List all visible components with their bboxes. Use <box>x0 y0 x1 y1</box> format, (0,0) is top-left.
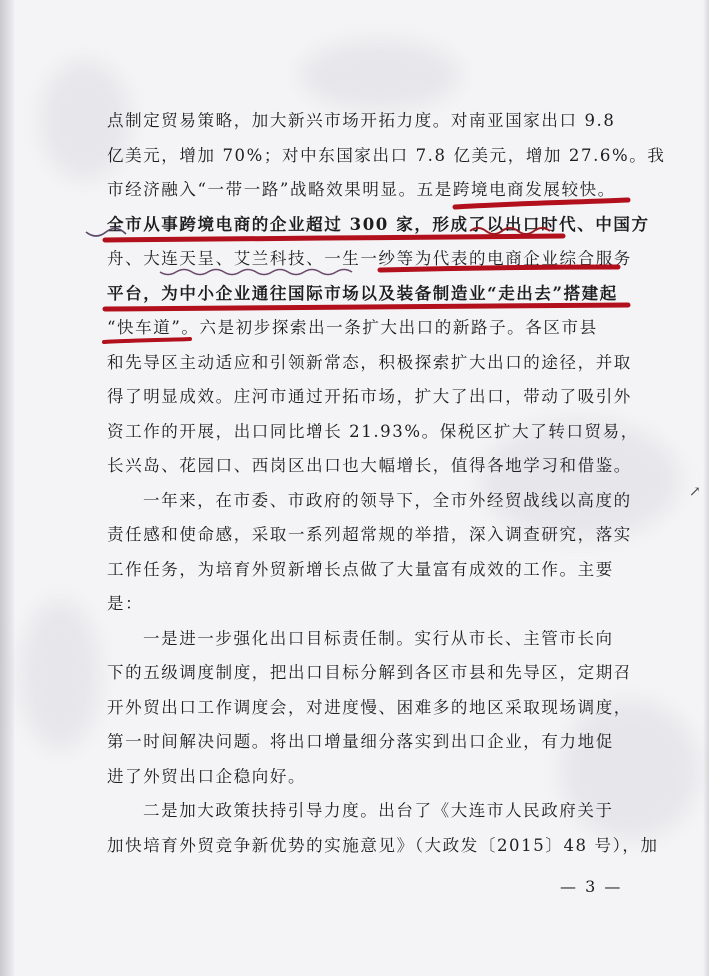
body-text <box>107 104 666 863</box>
scan-shadow <box>20 600 100 750</box>
text-line: 加快培育外贸竞争新优势的实施意见》（大政发〔2015〕48 号），加 <box>107 835 659 855</box>
margin-mark: ↗ <box>689 484 701 500</box>
text-line: 得了明显成效。庄河市通过开拓市场，扩大了出口，带动了吸引外 <box>107 387 632 406</box>
text-line: 进了外贸出口企稳向好。 <box>107 766 307 786</box>
text-line: 一是进一步强化出口目标责任制。实行从市长、主管市长向 <box>143 628 614 648</box>
text-line: 长兴岛、花园口、西岗区出口也大幅增长，值得各地学习和借鉴。 <box>107 456 632 475</box>
text-line: 责任感和使命感，采取一系列超常规的举措，深入调查研究，落实 <box>107 525 632 544</box>
text-line: 平台，为中小企业通往国际市场以及装备制造业“走出去”搭建起 <box>107 283 618 303</box>
text-line: 全市从事跨境电商的企业超过 300 家，形成了以出口时代、中国方 <box>107 214 650 234</box>
page-left-edge-shadow <box>0 0 14 976</box>
scan-shadow <box>300 40 460 110</box>
text-line: 点制定贸易策略，加大新兴市场开拓力度。对南亚国家出口 9.8 <box>107 111 616 130</box>
page-number: — 3 — <box>560 877 623 896</box>
text-line: 资工作的开展，出口同比增长 21.93%。保税区扩大了转口贸易， <box>107 421 639 441</box>
text-line: 二是加大政策扶持引导力度。出台了《大连市人民政府关于 <box>143 801 614 820</box>
text-line: 市经济融入“一带一路”战略效果明显。五是跨境电商发展较快。 <box>107 180 616 199</box>
text-line: 是： <box>107 594 144 613</box>
text-line: 和先导区主动适应和引领新常态，积极探索扩大出口的途径，并取 <box>107 352 632 372</box>
text-line: 下的五级调度制度，把出口目标分解到各区市县和先导区，定期召 <box>107 663 632 682</box>
text-line: 开外贸出口工作调度会，对进度慢、困难多的地区采取现场调度， <box>107 697 632 717</box>
text-line: 一年来，在市委、市政府的领导下，全市外经贸战线以高度的 <box>143 490 632 510</box>
page-right-edge-shadow <box>703 0 709 976</box>
text-line: 亿美元，增加 70%；对中东国家出口 7.8 亿美元，增加 27.6%。我 <box>107 145 666 165</box>
text-line: 工作任务，为培育外贸新增长点做了大量富有成效的工作。主要 <box>107 559 614 579</box>
text-line: “快车道”。六是初步探索出一条扩大出口的新路子。各区市县 <box>107 318 598 337</box>
text-line: 舟、大连天呈、艾兰科技、一生一纱等为代表的电商企业综合服务 <box>107 249 632 268</box>
text-line: 第一时间解决问题。将出口增量细分落实到出口企业，有力地促 <box>107 732 614 751</box>
